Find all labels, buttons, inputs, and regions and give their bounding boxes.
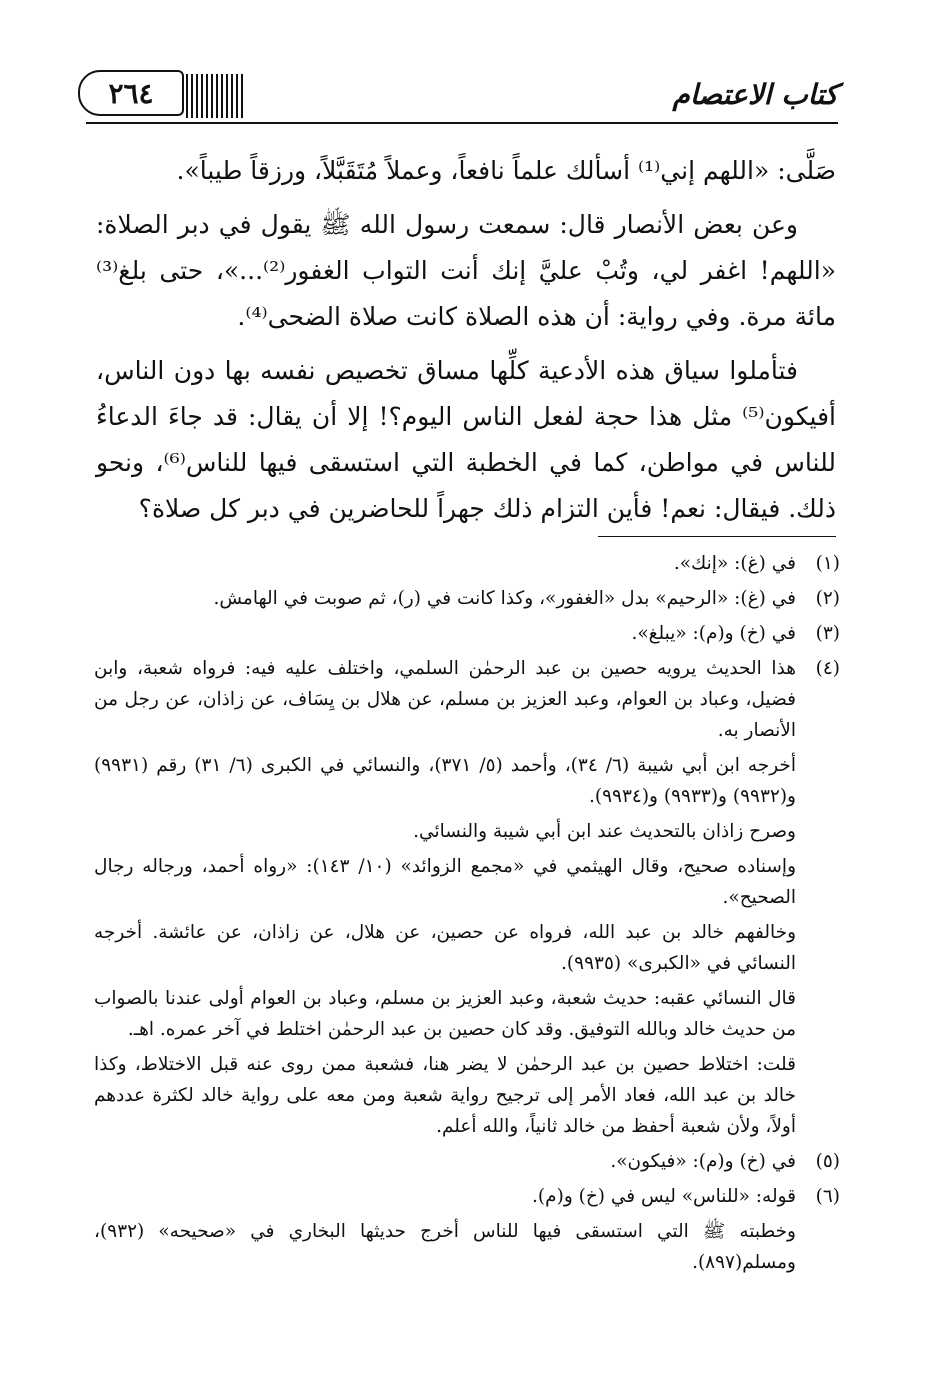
- main-text: [96, 148, 836, 540]
- footnote: [94, 548, 840, 583]
- footnote-number: (٤): [815, 658, 840, 679]
- footnote-number: (١): [815, 553, 840, 574]
- main-paragraph: وعن بعض الأنصار قال: سمعت رسول الله ﷺ يقول في دبر الصلاة: «اللهم! اغفر لي، وتُبْ عليَّ إنك أنت التواب الغفور⁽²⁾...»، حتى بلغ⁽³⁾ مائة مرة. وفي رواية: أن هذه الصلاة كانت صلاة الضحى⁽⁴⁾.: [96, 210, 836, 331]
- footnote-text: في (غ): «إنك».: [673, 553, 796, 574]
- footnote: [94, 653, 840, 1146]
- footnote-number: (٢): [815, 588, 840, 609]
- footnote-text: هذا الحديث يرويه حصين بن عبد الرحمٰن السلمي، واختلف عليه فيه: فرواه شعبة، وابن فضيل، وعباد بن العوام، وعبد العزيز بن مسلم، عن هلال بن يِسَاف، عن زاذان، عن رجل من الأنصار به.: [94, 658, 796, 741]
- footnote-text: قلت: اختلاط حصين بن عبد الرحمٰن لا يضر هنا، فشعبة ممن روى عنه قبل الاختلاط، وكذا خالد بن عبد الله، فعاد الأمر إلى ترجيح رواية شعبة ومن معه على رواية خالد لكثرة عددهم أولاً، ولأن شعبة أحفظ من خالد ثانياً، والله أعلم.: [94, 1054, 796, 1137]
- footnote-separator: [598, 536, 836, 537]
- footnote-text: قوله: «للناس» ليس في (خ) و(م).: [532, 1186, 796, 1207]
- footnote-text: في (خ) و(م): «فيكون».: [610, 1151, 796, 1172]
- footnotes: [94, 548, 840, 1282]
- footnote-text: أخرجه ابن أبي شيبة (٦/ ٣٤)، وأحمد (٥/ ٣٧١)، والنسائي في الكبرى (٦/ ٣١) رقم (٩٩٣١) و(٩٩٣٢) و(٩٩٣٣) و(٩٩٣٤).: [94, 755, 796, 807]
- footnote-text: في (غ): «الرحيم» بدل «الغفور»، وكذا كانت في (ر)، ثم صوبت في الهامش.: [213, 588, 796, 609]
- running-title: كتاب الاعتصام: [672, 78, 838, 111]
- main-paragraph: صَلَّى: «اللهم إني⁽¹⁾ أسألك علماً نافعاً، وعملاً مُتَقَبَّلاً، ورزقاً طيباً».: [176, 156, 836, 185]
- footnote: [94, 1146, 840, 1181]
- main-paragraph: فتأملوا سياق هذه الأدعية كلِّها مساق تخصيص نفسه بها دون الناس، أفيكون⁽⁵⁾ مثل هذا حجة لفعل الناس اليوم؟! إلا أن يقال: قد جاءَ الدعاءُ للناس في مواطن، كما في الخطبة التي استسقى فيها للناس⁽⁶⁾، ونحو ذلك. فيقال: نعم! فأين التزام ذلك جهراً للحاضرين في دبر كل صلاة؟: [96, 356, 836, 523]
- header-rule: [86, 122, 838, 124]
- page-number: ٢٦٤: [78, 70, 184, 116]
- footnote-number: (٣): [815, 623, 840, 644]
- footnote-text: وصرح زاذان بالتحديث عند ابن أبي شيبة والنسائي.: [413, 821, 796, 842]
- footnote-text: وخالفهم خالد بن عبد الله، فرواه عن حصين، عن هلال، عن زاذان، عن عائشة. أخرجه النسائي في «الكبرى» (٩٩٣٥).: [94, 922, 796, 974]
- footnote-text: وإسناده صحيح، وقال الهيثمي في «مجمع الزوائد» (١٠/ ١٤٣): «رواه أحمد، ورجاله رجال الصحيح».: [94, 856, 797, 908]
- footnote: [94, 618, 840, 653]
- footnote: [94, 583, 840, 618]
- footnote-text: وخطبته ﷺ التي استسقى فيها للناس أخرج حديثها البخاري في «صحيحه» (٩٣٢)، ومسلم(٨٩٧).: [94, 1221, 796, 1273]
- footnote-text: قال النسائي عقبه: حديث شعبة، وعبد العزيز بن مسلم، وعباد بن العوام أولى عندنا بالصواب من حديث خالد وبالله التوفيق. وقد كان حصين بن عبد الرحمٰن اختلط في آخر عمره. اهـ.: [94, 988, 796, 1040]
- footnote: [94, 1181, 840, 1282]
- header-ornament-bars: [186, 74, 244, 118]
- page-header: [86, 66, 838, 126]
- footnote-number: (٦): [815, 1186, 840, 1207]
- footnote-text: في (خ) و(م): «يبلغ».: [631, 623, 796, 644]
- footnote-number: (٥): [815, 1151, 840, 1172]
